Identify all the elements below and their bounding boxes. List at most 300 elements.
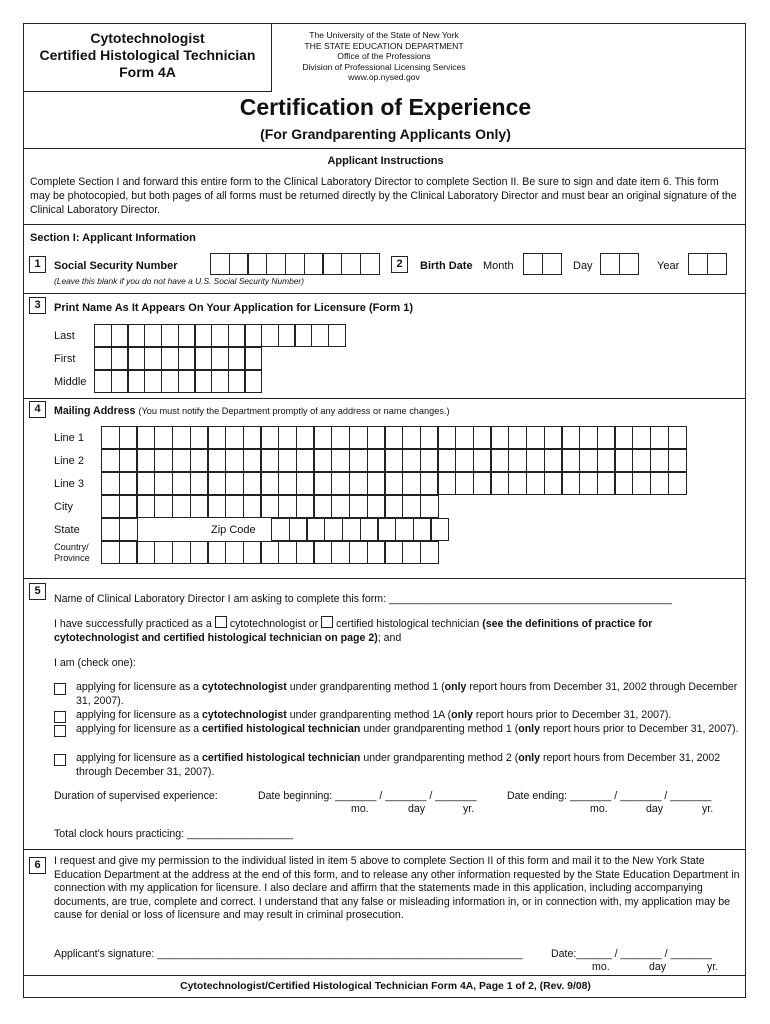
char-box[interactable]: [384, 541, 403, 564]
char-box[interactable]: [384, 472, 403, 495]
practiced-text: cytotechnologist and certified histological technician on page 2): [54, 631, 378, 644]
char-box[interactable]: [688, 253, 708, 275]
char-box[interactable]: [225, 495, 244, 518]
char-box[interactable]: [367, 472, 386, 495]
char-box[interactable]: [430, 518, 449, 541]
char-box[interactable]: [119, 518, 138, 541]
char-box[interactable]: [341, 253, 361, 275]
char-box[interactable]: [260, 426, 279, 449]
char-box[interactable]: [136, 541, 155, 564]
form-title-line: Certified Histological Technician: [39, 47, 256, 63]
char-box[interactable]: [490, 426, 509, 449]
char-box[interactable]: [243, 449, 262, 472]
char-box[interactable]: [101, 495, 120, 518]
char-box[interactable]: [278, 324, 296, 347]
char-box[interactable]: [526, 426, 545, 449]
birth-year-input[interactable]: [688, 253, 725, 275]
char-box[interactable]: [243, 541, 262, 564]
char-box[interactable]: [304, 253, 324, 275]
agency-line: THE STATE EDUCATION DEPARTMENT: [304, 40, 464, 51]
practiced-text: ; and: [377, 631, 402, 644]
country-label-line: Country/: [54, 542, 89, 552]
char-box[interactable]: [544, 472, 563, 495]
birth-month-label: Month: [483, 260, 514, 272]
char-box[interactable]: [632, 426, 651, 449]
char-box[interactable]: [296, 426, 315, 449]
char-box[interactable]: [154, 426, 173, 449]
option-text: only: [518, 752, 541, 764]
char-box[interactable]: [349, 495, 368, 518]
char-box[interactable]: [542, 253, 562, 275]
item-number: 2: [391, 256, 408, 273]
char-box[interactable]: [360, 518, 379, 541]
option-3-checkbox[interactable]: [54, 725, 66, 737]
option-text: report hours from December 31, 2002 through December 31, 2007).: [76, 752, 721, 778]
char-box[interactable]: [313, 472, 332, 495]
item-number: 4: [29, 401, 46, 418]
char-box[interactable]: [349, 472, 368, 495]
char-box[interactable]: [455, 472, 474, 495]
char-box[interactable]: [154, 449, 173, 472]
char-box[interactable]: [437, 426, 456, 449]
char-box[interactable]: [260, 449, 279, 472]
option-4-text: [76, 752, 741, 779]
char-box[interactable]: [313, 426, 332, 449]
char-box[interactable]: [402, 449, 421, 472]
char-box[interactable]: [707, 253, 727, 275]
yr-caption: yr.: [463, 803, 475, 815]
city-label: City: [54, 501, 73, 513]
char-box[interactable]: [402, 495, 421, 518]
director-name-field[interactable]: Name of Clinical Laboratory Director I am asking to complete this form: ________________________________________________: [54, 593, 672, 605]
char-box[interactable]: [243, 472, 262, 495]
char-box[interactable]: [111, 347, 129, 370]
char-box[interactable]: [579, 449, 598, 472]
char-box[interactable]: [225, 472, 244, 495]
char-box[interactable]: [437, 472, 456, 495]
char-box[interactable]: [225, 541, 244, 564]
char-box[interactable]: [178, 347, 196, 370]
char-box[interactable]: [243, 495, 262, 518]
char-box[interactable]: [311, 324, 329, 347]
char-box[interactable]: [190, 426, 209, 449]
item-number: 3: [29, 297, 46, 314]
form-title-line: Form 4A: [119, 64, 176, 80]
char-box[interactable]: [597, 472, 616, 495]
char-box[interactable]: [211, 324, 229, 347]
char-box[interactable]: [490, 449, 509, 472]
char-box[interactable]: [101, 518, 120, 541]
middle-name-label: Middle: [54, 376, 87, 388]
ssn-input[interactable]: [210, 253, 378, 275]
char-box[interactable]: [395, 518, 414, 541]
divider: [24, 398, 745, 399]
char-box[interactable]: [247, 253, 267, 275]
char-box[interactable]: [172, 541, 191, 564]
day-caption: day: [408, 803, 426, 815]
char-box[interactable]: [544, 449, 563, 472]
divider: [24, 975, 745, 976]
char-box[interactable]: [260, 472, 279, 495]
char-box[interactable]: [384, 449, 403, 472]
char-box[interactable]: [229, 253, 249, 275]
date-ending-field[interactable]: Date ending: _______ / _______ / _______: [507, 790, 712, 802]
char-box[interactable]: [154, 541, 173, 564]
char-box[interactable]: [190, 495, 209, 518]
char-box[interactable]: [225, 449, 244, 472]
char-box[interactable]: [190, 541, 209, 564]
char-box[interactable]: [211, 347, 229, 370]
char-box[interactable]: [296, 472, 315, 495]
option-text: report hours prior to December 31, 2007).: [472, 709, 672, 721]
option-text: cytotechnologist: [202, 709, 287, 721]
histotech-checkbox[interactable]: [321, 616, 333, 628]
char-box[interactable]: [402, 541, 421, 564]
item-number: 5: [29, 583, 46, 600]
option-3-text: [76, 723, 741, 737]
char-box[interactable]: [668, 449, 687, 472]
char-box[interactable]: [331, 472, 350, 495]
char-box[interactable]: [207, 495, 226, 518]
page-footer: Cytotechnologist/Certified Histological Technician Form 4A, Page 1 of 2, (Rev. 9/08): [180, 981, 591, 992]
char-box[interactable]: [161, 324, 179, 347]
char-box[interactable]: [650, 472, 669, 495]
char-box[interactable]: [597, 449, 616, 472]
char-box[interactable]: [455, 426, 474, 449]
duration-label: Duration of supervised experience:: [54, 790, 218, 802]
signature-date-field[interactable]: Date:______ / _______ / _______: [551, 948, 712, 960]
char-box[interactable]: [296, 449, 315, 472]
char-box[interactable]: [490, 472, 509, 495]
country-label: [54, 542, 90, 564]
char-box[interactable]: [322, 253, 342, 275]
char-box[interactable]: [271, 518, 290, 541]
zip-label: Zip Code: [211, 524, 256, 536]
char-box[interactable]: [544, 426, 563, 449]
agency-block: [274, 30, 494, 83]
cytotechnologist-checkbox[interactable]: [215, 616, 227, 628]
option-text: under grandparenting method 2 (: [360, 752, 519, 764]
char-box[interactable]: [561, 426, 580, 449]
birth-day-label: Day: [573, 260, 593, 272]
divider: [24, 224, 745, 225]
char-box[interactable]: [261, 324, 279, 347]
address-line2-label: Line 2: [54, 455, 84, 467]
char-box[interactable]: [172, 495, 191, 518]
char-box[interactable]: [278, 541, 297, 564]
state-label: State: [54, 524, 80, 536]
first-name-input[interactable]: [94, 347, 261, 370]
char-box[interactable]: [349, 449, 368, 472]
char-box[interactable]: [306, 518, 325, 541]
char-box[interactable]: [101, 449, 120, 472]
char-box[interactable]: [294, 324, 312, 347]
option-text: only: [451, 709, 473, 721]
option-text: under grandparenting method 1 (: [360, 723, 519, 735]
char-box[interactable]: [349, 541, 368, 564]
char-box[interactable]: [526, 449, 545, 472]
last-name-label: Last: [54, 330, 75, 342]
zip-input[interactable]: [271, 518, 448, 541]
mo-caption: mo.: [351, 803, 369, 815]
form-page: [23, 23, 746, 998]
check-one-label: I am (check one):: [54, 657, 136, 669]
char-box[interactable]: [94, 347, 112, 370]
option-text: only: [518, 723, 541, 735]
char-box[interactable]: [420, 472, 439, 495]
char-box[interactable]: [278, 426, 297, 449]
char-box[interactable]: [178, 370, 196, 393]
option-1-text: [76, 681, 741, 708]
option-text: certified histological technician: [202, 723, 361, 735]
char-box[interactable]: [190, 449, 209, 472]
char-box[interactable]: [94, 324, 112, 347]
char-box[interactable]: [127, 347, 145, 370]
char-box[interactable]: [367, 449, 386, 472]
yr-caption: yr.: [702, 803, 714, 815]
option-1-checkbox[interactable]: [54, 683, 66, 695]
char-box[interactable]: [228, 370, 246, 393]
permission-text: I request and give my permission to the individual listed in item 5 above to complete Section II of this form and mail it to the New York State Education Department at the address at the end of this form, and to release any other information requested by the State Education Department in connection with my application for licensure. I also declare and affirm that the statements made in this application, including accompanying documents, are true, complete and correct. I understand that any false or misleading information in, or in connection with, my application may be cause for denial or loss of licensure and may result in criminal prosecution.: [54, 855, 740, 921]
char-box[interactable]: [313, 449, 332, 472]
city-input[interactable]: [101, 495, 437, 518]
char-box[interactable]: [228, 347, 246, 370]
item-number: 1: [29, 256, 46, 273]
char-box[interactable]: [161, 370, 179, 393]
char-box[interactable]: [614, 449, 633, 472]
char-box[interactable]: [413, 518, 432, 541]
item-number: 6: [29, 857, 46, 874]
char-box[interactable]: [244, 324, 262, 347]
char-box[interactable]: [561, 472, 580, 495]
day-caption: day: [649, 961, 667, 973]
practiced-text: I have successfully practiced as a: [54, 618, 212, 630]
option-text: certified histological technician: [202, 752, 361, 764]
mo-caption: mo.: [592, 961, 610, 973]
char-box[interactable]: [650, 426, 669, 449]
country-label-line: Province: [54, 553, 90, 563]
char-box[interactable]: [384, 495, 403, 518]
char-box[interactable]: [136, 495, 155, 518]
char-box[interactable]: [127, 370, 145, 393]
char-box[interactable]: [194, 370, 212, 393]
char-box[interactable]: [211, 370, 229, 393]
char-box[interactable]: [324, 518, 343, 541]
char-box[interactable]: [360, 253, 380, 275]
char-box[interactable]: [619, 253, 639, 275]
char-box[interactable]: [161, 347, 179, 370]
char-box[interactable]: [119, 449, 138, 472]
agency-line: Division of Professional Licensing Services: [302, 61, 466, 72]
char-box[interactable]: [228, 324, 246, 347]
char-box[interactable]: [207, 426, 226, 449]
middle-name-input[interactable]: [94, 370, 261, 393]
char-box[interactable]: [420, 541, 439, 564]
address-line3-label: Line 3: [54, 478, 84, 490]
last-name-input[interactable]: [94, 324, 345, 347]
char-box[interactable]: [614, 426, 633, 449]
country-input[interactable]: [101, 541, 437, 564]
char-box[interactable]: [600, 253, 620, 275]
char-box[interactable]: [190, 472, 209, 495]
char-box[interactable]: [101, 541, 120, 564]
char-box[interactable]: [455, 449, 474, 472]
char-box[interactable]: [119, 541, 138, 564]
char-box[interactable]: [210, 253, 230, 275]
char-box[interactable]: [473, 426, 492, 449]
char-box[interactable]: [278, 449, 297, 472]
char-box[interactable]: [94, 370, 112, 393]
ssn-note: (Leave this blank if you do not have a U.S. Social Security Number): [54, 276, 304, 286]
char-box[interactable]: [668, 426, 687, 449]
option-text: under grandparenting method 1A (: [286, 709, 452, 721]
char-box[interactable]: [579, 472, 598, 495]
char-box[interactable]: [278, 472, 297, 495]
char-box[interactable]: [331, 495, 350, 518]
day-caption: day: [646, 803, 664, 815]
char-box[interactable]: [119, 472, 138, 495]
char-box[interactable]: [614, 472, 633, 495]
char-box[interactable]: [349, 426, 368, 449]
char-box[interactable]: [194, 347, 212, 370]
agency-website[interactable]: www.op.nysed.gov: [348, 72, 420, 83]
option-text: applying for licensure as a: [76, 709, 203, 721]
char-box[interactable]: [178, 324, 196, 347]
char-box[interactable]: [119, 495, 138, 518]
char-box[interactable]: [473, 472, 492, 495]
char-box[interactable]: [420, 426, 439, 449]
char-box[interactable]: [172, 449, 191, 472]
char-box[interactable]: [111, 324, 129, 347]
practiced-text: (see the definitions of practice for: [482, 618, 653, 630]
char-box[interactable]: [508, 472, 527, 495]
char-box[interactable]: [154, 472, 173, 495]
practiced-text: certified histological technician: [336, 618, 480, 630]
divider: [24, 849, 745, 850]
char-box[interactable]: [101, 472, 120, 495]
char-box[interactable]: [127, 324, 145, 347]
char-box[interactable]: [194, 324, 212, 347]
char-box[interactable]: [437, 449, 456, 472]
char-box[interactable]: [144, 347, 162, 370]
birth-day-input[interactable]: [600, 253, 637, 275]
address-line1-input[interactable]: [101, 426, 685, 449]
option-2-checkbox[interactable]: [54, 711, 66, 723]
page-title: Certification of Experience: [239, 94, 532, 120]
address-line3-input[interactable]: [101, 472, 685, 495]
char-box[interactable]: [668, 472, 687, 495]
char-box[interactable]: [367, 495, 386, 518]
state-input[interactable]: [101, 518, 136, 541]
char-box[interactable]: [296, 495, 315, 518]
char-box[interactable]: [144, 370, 162, 393]
char-box[interactable]: [244, 370, 262, 393]
form-title-box: [24, 24, 272, 92]
char-box[interactable]: [101, 426, 120, 449]
yr-caption: yr.: [707, 961, 719, 973]
char-box[interactable]: [367, 426, 386, 449]
signature-field[interactable]: Applicant's signature: ______________________________________________________________: [54, 948, 523, 960]
char-box[interactable]: [136, 472, 155, 495]
char-box[interactable]: [632, 449, 651, 472]
char-box[interactable]: [328, 324, 346, 347]
char-box[interactable]: [331, 541, 350, 564]
char-box[interactable]: [402, 426, 421, 449]
char-box[interactable]: [561, 449, 580, 472]
char-box[interactable]: [289, 518, 308, 541]
char-box[interactable]: [367, 541, 386, 564]
char-box[interactable]: [266, 253, 286, 275]
char-box[interactable]: [526, 472, 545, 495]
char-box[interactable]: [331, 449, 350, 472]
ssn-label: Social Security Number: [54, 260, 178, 272]
address-line2-input[interactable]: [101, 449, 685, 472]
total-hours-field[interactable]: Total clock hours practicing: __________________: [54, 828, 294, 840]
char-box[interactable]: [136, 449, 155, 472]
char-box[interactable]: [420, 495, 439, 518]
option-4-checkbox[interactable]: [54, 754, 66, 766]
char-box[interactable]: [632, 472, 651, 495]
char-box[interactable]: [342, 518, 361, 541]
birth-month-input[interactable]: [523, 253, 560, 275]
mo-caption: mo.: [590, 803, 608, 815]
char-box[interactable]: [420, 449, 439, 472]
char-box[interactable]: [172, 472, 191, 495]
char-box[interactable]: [154, 495, 173, 518]
char-box[interactable]: [260, 541, 279, 564]
char-box[interactable]: [243, 426, 262, 449]
char-box[interactable]: [119, 426, 138, 449]
char-box[interactable]: [144, 324, 162, 347]
section-1-heading: Section I: Applicant Information: [30, 232, 196, 244]
char-box[interactable]: [313, 495, 332, 518]
address-note: (You must notify the Department promptly of any address or name changes.): [138, 406, 450, 416]
char-box[interactable]: [508, 449, 527, 472]
char-box[interactable]: [473, 449, 492, 472]
char-box[interactable]: [207, 472, 226, 495]
option-2-text: [76, 709, 741, 723]
date-beginning-field[interactable]: Date beginning: _______ / _______ / _______: [258, 790, 477, 802]
char-box[interactable]: [136, 426, 155, 449]
char-box[interactable]: [650, 449, 669, 472]
char-box[interactable]: [111, 370, 129, 393]
char-box[interactable]: [377, 518, 396, 541]
address-label-row: [54, 405, 450, 417]
char-box[interactable]: [523, 253, 543, 275]
char-box[interactable]: [260, 495, 279, 518]
char-box[interactable]: [172, 426, 191, 449]
char-box[interactable]: [207, 449, 226, 472]
char-box[interactable]: [579, 426, 598, 449]
address-label: Mailing Address: [54, 405, 136, 417]
char-box[interactable]: [508, 426, 527, 449]
char-box[interactable]: [244, 347, 262, 370]
option-text: report hours prior to December 31, 2007).: [540, 723, 739, 735]
char-box[interactable]: [402, 472, 421, 495]
char-box[interactable]: [296, 541, 315, 564]
char-box[interactable]: [278, 495, 297, 518]
char-box[interactable]: [225, 426, 244, 449]
practiced-text: cytotechnologist or: [229, 618, 319, 630]
practiced-statement: [54, 616, 739, 645]
option-text: applying for licensure as a: [76, 752, 203, 764]
char-box[interactable]: [597, 426, 616, 449]
char-box[interactable]: [207, 541, 226, 564]
char-box[interactable]: [331, 426, 350, 449]
char-box[interactable]: [285, 253, 305, 275]
char-box[interactable]: [384, 426, 403, 449]
char-box[interactable]: [313, 541, 332, 564]
